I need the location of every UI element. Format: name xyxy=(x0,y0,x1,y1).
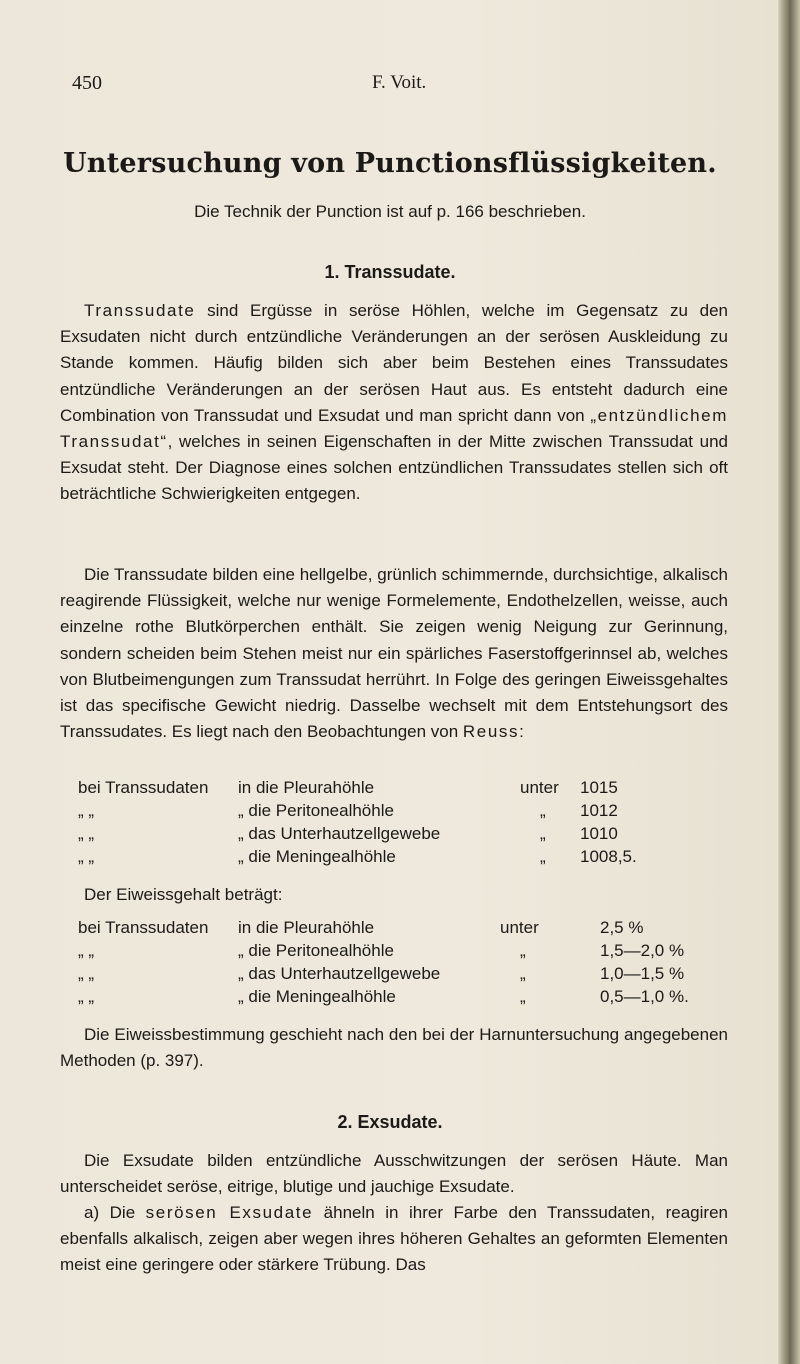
paragraph-serous-exsudate: a) Die serösen Exsudate ähneln in ihrer Farbe den Transsudaten, reagiren ebenfalls alkalisch, zeigen aber wegen ihres höheren Gehaltes an geformten Elementen meist eine geringere oder stärkere Trübung. Das xyxy=(60,1203,728,1275)
table-row: „ „ „ das Unterhautzellgewebe „ 1,0—1,5 % xyxy=(78,964,685,983)
table-row: „ „ „ die Meningealhöhle „ 1008,5. xyxy=(78,847,637,866)
paragraph-transsudate-properties: Die Transsudate bilden eine hellgelbe, grünlich schimmernde, durchsichtige, alkalisch reagirende Flüssigkeit, welche nur wenige Formelemente, Endothelzellen, weisse, auch einzelne rothe Blutkörperchen enthält. Sie zeigen wenig Neigung zur Gerinnung, sondern scheiden beim Stehen meist nur ein spärliches Faserstoffgerinnsel ab, welches von Blutbeimengungen zum Transsudat herrührt. In Folge des geringen Eiweissgehaltes ist das specifische Gewicht niedrig. Dasselbe wechselt mit dem Entstehungsort des Transsudates. Es liegt nach den Beobachtungen von Reuss: xyxy=(60,565,728,742)
section-heading-transsudate: 1. Transsudate. xyxy=(324,262,456,282)
paragraph-transsudate-definition: Transsudate sind Ergüsse in seröse Höhlen, welche im Gegensatz zu den Exsudaten nicht durch entzündliche Veränderungen an der serösen Auskleidung zu Stande kommen. Häufig bilden sich aber beim Bestehen eines Transsudates entzündliche Veränderungen an der serösen Haut aus. Es entsteht dadurch eine Combination von Transsudat und Exsudat und man spricht dann von „entzündlichem Transsudat“, welches in seinen Eigenschaften in der Mitte zwischen Transsudat und Exsudat steht. Der Diagnose eines solchen entzündlichen Transsudates stellen sich oft beträchtliche Schwierigkeiten entgegen. xyxy=(60,301,728,504)
intro-line: Die Technik der Punction ist auf p. 166 beschrieben. xyxy=(194,202,586,221)
protein-intro: Der Eiweissgehalt beträgt: xyxy=(84,885,283,904)
section-heading-exsudate: 2. Exsudate. xyxy=(337,1112,443,1132)
table-row: „ „ „ die Peritonealhöhle „ 1,5—2,0 % xyxy=(78,941,685,960)
table-row: bei Transsudaten in die Pleurahöhle unter 1015 xyxy=(78,778,618,797)
specific-gravity-table xyxy=(60,778,728,870)
running-title: F. Voit. xyxy=(372,72,427,93)
paragraph-protein-method: Die Eiweissbestimmung geschieht nach den bei der Harnuntersuchung angegebenen Methoden (p. 397). xyxy=(60,1025,728,1071)
term-inflammatory-transsudate: „entzündlichem Transsudat“ xyxy=(60,405,728,452)
table-row: „ „ „ die Peritonealhöhle „ 1012 xyxy=(78,801,618,820)
book-spine-edge xyxy=(778,0,800,1364)
chapter-title: Untersuchung von Punctionsflüssigkeiten. xyxy=(63,148,717,179)
protein-content-table xyxy=(60,918,728,1010)
table-row: bei Transsudaten in die Pleurahöhle unter 2,5 % xyxy=(78,918,644,937)
term-transsudate: Transsudate xyxy=(84,301,196,320)
table-row: „ „ „ die Meningealhöhle „ 0,5—1,0 %. xyxy=(78,987,689,1006)
page-header xyxy=(72,72,712,102)
page-number: 450 xyxy=(72,72,102,94)
term-serous-exsudate: serösen Exsudate xyxy=(145,1203,314,1222)
author-name: Reuss xyxy=(462,722,520,742)
paragraph-exsudate-definition: Die Exsudate bilden entzündliche Ausschwitzungen der serösen Häute. Man unterscheidet seröse, eitrige, blutige und jauchige Exsudate. xyxy=(60,1151,728,1197)
table-row: „ „ „ das Unterhautzellgewebe „ 1010 xyxy=(78,824,618,843)
